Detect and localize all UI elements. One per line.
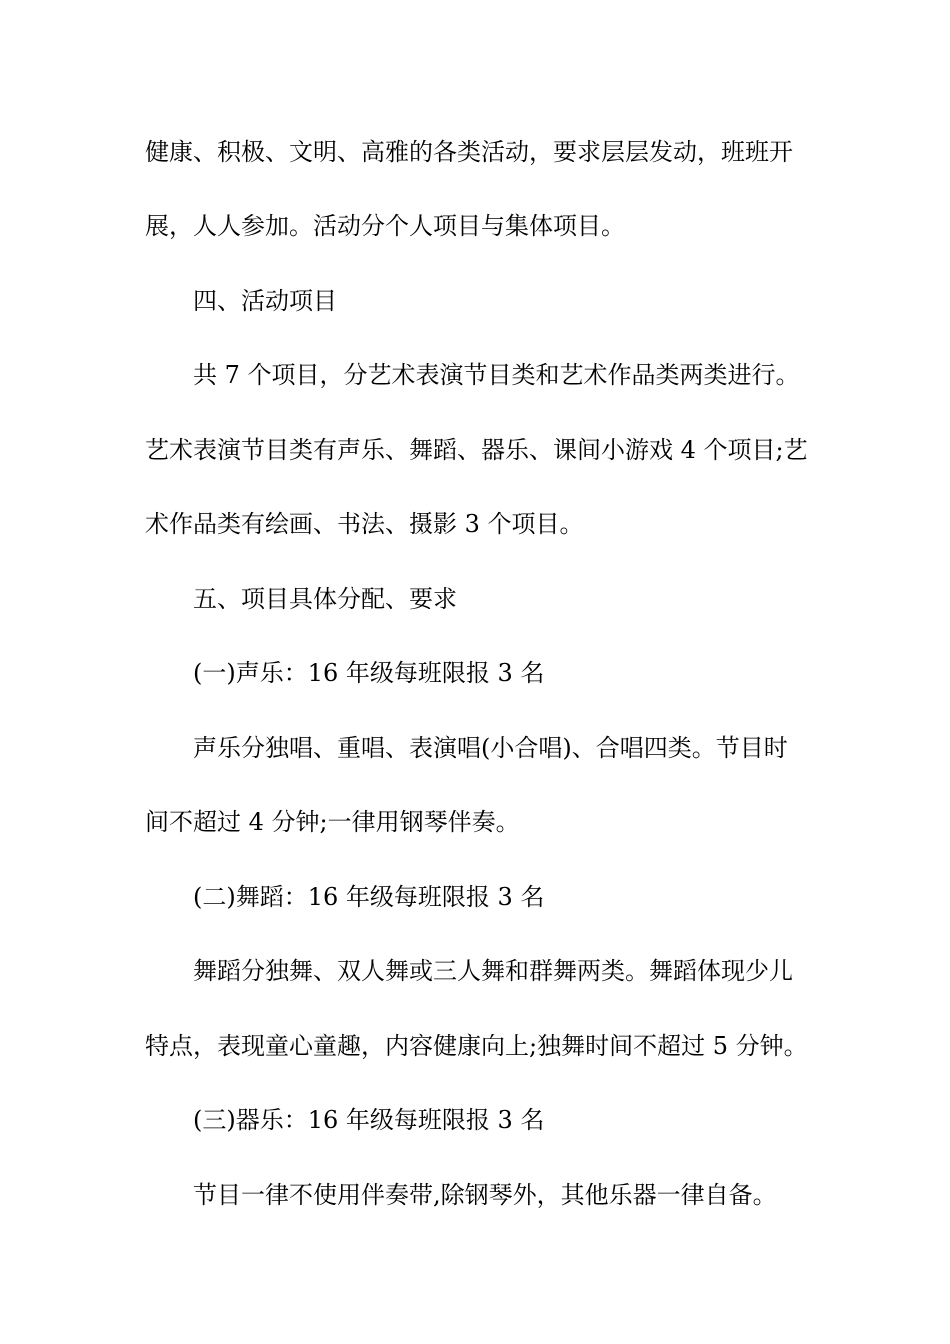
paragraph-line: 间不超过 4 分钟;一律用钢琴伴奏。 [145,808,520,836]
section-heading: 五、项目具体分配、要求 [193,585,457,613]
paragraph-line: 节目一律不使用伴奏带,除钢琴外，其他乐器一律自备。 [193,1181,777,1209]
section-heading: 四、活动项目 [193,287,337,315]
paragraph-line: 共 7 个项目，分艺术表演节目类和艺术作品类两类进行。 [193,361,800,389]
paragraph-line: 声乐分独唱、重唱、表演唱(小合唱)、合唱四类。节目时 [193,734,788,762]
paragraph-line: 健康、积极、文明、高雅的各类活动，要求层层发动，班班开 [145,138,793,166]
subsection-heading: (二)舞蹈：16 年级每班限报 3 名 [193,883,545,911]
paragraph-line: 特点，表现童心童趣，内容健康向上;独舞时间不超过 5 分钟。 [145,1032,808,1060]
paragraph-line: 展，人人参加。活动分个人项目与集体项目。 [145,212,625,240]
paragraph-line: 舞蹈分独舞、双人舞或三人舞和群舞两类。舞蹈体现少儿 [193,957,793,985]
paragraph-line: 艺术表演节目类有声乐、舞蹈、器乐、课间小游戏 4 个项目;艺 [145,436,808,464]
subsection-heading: (三)器乐：16 年级每班限报 3 名 [193,1106,545,1134]
paragraph-line: 术作品类有绘画、书法、摄影 3 个项目。 [145,510,584,538]
subsection-heading: (一)声乐：16 年级每班限报 3 名 [193,659,545,687]
